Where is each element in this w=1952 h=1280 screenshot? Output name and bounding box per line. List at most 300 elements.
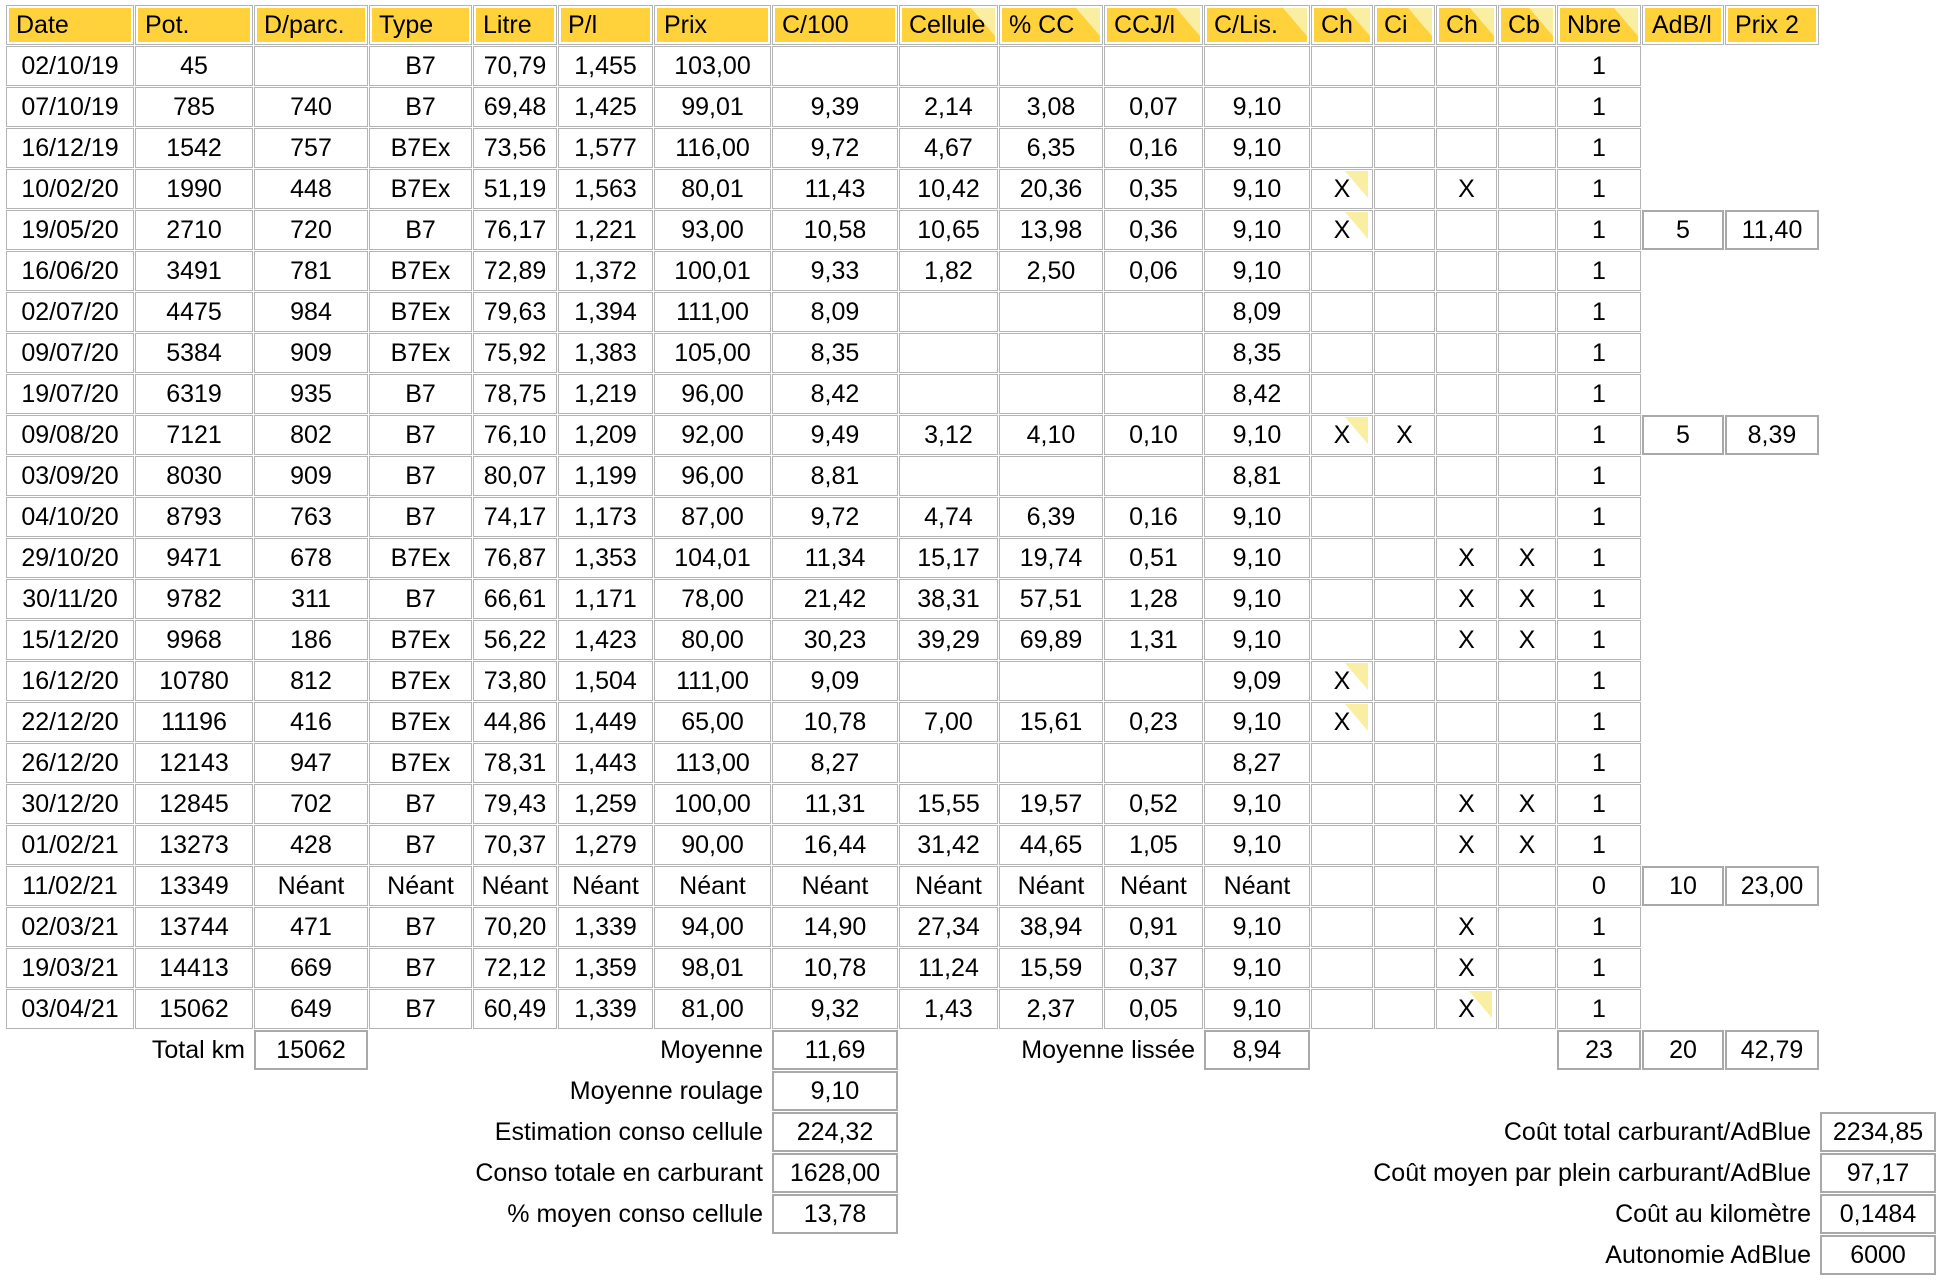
cell-value: 1 — [1592, 92, 1606, 121]
cell-value: 1 — [1592, 133, 1606, 162]
cell-value: 8,09 — [1232, 297, 1282, 326]
cell-ch1 — [1311, 620, 1373, 660]
cell-value: B7 — [405, 379, 436, 408]
cell-type — [369, 907, 472, 947]
cell-value: 8,35 — [1232, 338, 1282, 367]
cell-nbre — [1557, 866, 1641, 906]
cell-clis — [1204, 128, 1310, 168]
cell-ci — [1374, 251, 1435, 291]
cell-c100 — [772, 87, 898, 127]
cell-prix — [654, 46, 771, 86]
cell-value: 11,43 — [804, 174, 866, 203]
cell-value: 90,00 — [681, 830, 744, 859]
cell-ci — [1374, 948, 1435, 988]
cell-value: Néant — [915, 871, 982, 900]
cell-type — [369, 456, 472, 496]
cell-cellule — [899, 825, 998, 865]
cell-clis — [1204, 620, 1310, 660]
cell-clis — [1204, 210, 1310, 250]
truncation-triangle-icon — [1470, 8, 1494, 36]
cell-type — [369, 743, 472, 783]
cell-prix2 — [1725, 46, 1819, 86]
cell-value: 1,339 — [574, 994, 637, 1023]
cell-value: 0,05 — [1129, 994, 1178, 1023]
cell-adbl — [1642, 87, 1724, 127]
cell-extra — [1820, 620, 1936, 660]
column-header-dparc — [254, 5, 368, 45]
cell-nbre — [1557, 128, 1641, 168]
header-fill — [372, 8, 469, 42]
cell-value: 66,61 — [483, 584, 547, 613]
cell-date — [6, 743, 134, 783]
cell-pl — [558, 948, 653, 988]
cell-value: Néant — [1120, 871, 1187, 900]
cell-value: 56,22 — [483, 625, 547, 654]
cell-litre — [473, 989, 557, 1029]
cell-pcc — [999, 538, 1103, 578]
cell-prix2 — [1725, 374, 1819, 414]
cell-ci — [1374, 620, 1435, 660]
cell-cb — [1498, 456, 1556, 496]
cell-value: 909 — [290, 338, 332, 367]
cell-value: B7Ex — [390, 707, 451, 736]
cell-pot — [135, 538, 253, 578]
cell-value: 78,00 — [681, 584, 744, 613]
cell-value: 9,10 — [1232, 420, 1282, 449]
totals-row — [6, 1030, 1936, 1070]
column-header-ci — [1374, 5, 1435, 45]
cell-value: 1 — [1592, 215, 1606, 244]
cell-value: 44,65 — [1019, 830, 1083, 859]
cell-pl — [558, 456, 653, 496]
cell-value: 1,455 — [574, 51, 637, 80]
cell-ccjl — [1104, 948, 1203, 988]
cell-extra — [1820, 251, 1936, 291]
cell-date — [6, 292, 134, 332]
header-extra-spacer — [1820, 5, 1936, 45]
cell-cb — [1498, 907, 1556, 947]
cell-value: 1,339 — [574, 912, 637, 941]
cell-extra — [1820, 87, 1936, 127]
cout-kilometre-value: 0,1484 — [1820, 1194, 1936, 1234]
cell-litre — [473, 210, 557, 250]
cell-ch2 — [1436, 825, 1497, 865]
cell-value: 93,00 — [681, 215, 744, 244]
cell-value: 8,35 — [810, 338, 860, 367]
cell-ch1 — [1311, 456, 1373, 496]
cell-dparc — [254, 415, 368, 455]
header-fill — [9, 8, 131, 42]
cell-dparc — [254, 743, 368, 783]
cell-date — [6, 128, 134, 168]
cell-pcc — [999, 333, 1103, 373]
cell-clis — [1204, 456, 1310, 496]
cell-value: 1,43 — [924, 994, 973, 1023]
table-row — [6, 251, 1936, 291]
cell-pot — [135, 661, 253, 701]
cell-value: Néant — [1017, 871, 1085, 900]
cell-extra — [1820, 948, 1936, 988]
cell-date — [6, 251, 134, 291]
cell-litre — [473, 374, 557, 414]
cell-litre — [473, 46, 557, 86]
header-fill — [1501, 8, 1553, 42]
cell-value: X — [1458, 912, 1475, 941]
cell-ch1 — [1311, 907, 1373, 947]
header-fill — [1207, 8, 1307, 42]
cell-adbl — [1642, 128, 1724, 168]
cell-value: 1 — [1592, 420, 1606, 449]
cell-ch2 — [1436, 374, 1497, 414]
cell-value: 428 — [290, 830, 332, 859]
cell-value: 14413 — [159, 953, 229, 982]
cell-value: 09/08/20 — [21, 420, 119, 449]
cell-value: 9,10 — [1232, 215, 1282, 244]
cell-prix2 — [1725, 456, 1819, 496]
cell-pl — [558, 87, 653, 127]
cell-value: 111,00 — [676, 666, 749, 695]
cell-value: 1 — [1592, 297, 1606, 326]
cell-pot — [135, 620, 253, 660]
cell-c100 — [772, 333, 898, 373]
cell-prix — [654, 128, 771, 168]
cell-value: 678 — [290, 543, 332, 572]
header-fill — [1439, 8, 1494, 42]
cell-pcc — [999, 169, 1103, 209]
cell-pl — [558, 169, 653, 209]
cell-clis — [1204, 948, 1310, 988]
cell-value: 0,23 — [1129, 707, 1178, 736]
cell-date — [6, 456, 134, 496]
cell-cb — [1498, 948, 1556, 988]
cell-value: 7121 — [166, 420, 222, 449]
cell-value: 1 — [1592, 748, 1606, 777]
cell-type — [369, 46, 472, 86]
cell-value: 8,81 — [810, 461, 860, 490]
cell-cb — [1498, 251, 1556, 291]
cell-pot — [135, 825, 253, 865]
cell-value: X — [1518, 789, 1536, 818]
cell-prix2 — [1725, 333, 1819, 373]
summary-row — [6, 1071, 1936, 1111]
cell-c100 — [772, 46, 898, 86]
header-fill — [1314, 8, 1370, 42]
cell-c100 — [772, 620, 898, 660]
cell-value: 15,17 — [917, 543, 980, 572]
cell-cb — [1498, 333, 1556, 373]
cell-pcc — [999, 948, 1103, 988]
cell-value: 94,00 — [681, 912, 744, 941]
cell-extra — [1820, 456, 1936, 496]
cell-value: 9,32 — [810, 994, 860, 1023]
cell-nbre — [1557, 620, 1641, 660]
header-fill — [1560, 8, 1638, 42]
cell-cellule — [899, 620, 998, 660]
column-header-litre — [473, 5, 557, 45]
cell-extra — [1820, 743, 1936, 783]
cell-pl — [558, 415, 653, 455]
cell-pl — [558, 907, 653, 947]
cell-value: 100,00 — [674, 789, 751, 818]
cell-pl — [558, 702, 653, 742]
cell-value: 9,10 — [1232, 994, 1282, 1023]
cell-ch2 — [1436, 866, 1497, 906]
column-header-prix — [654, 5, 771, 45]
cell-ch2 — [1436, 702, 1497, 742]
cell-value: X — [1333, 707, 1351, 736]
cell-value: 07/10/19 — [21, 92, 119, 121]
column-header-pl — [558, 5, 653, 45]
cell-c100 — [772, 907, 898, 947]
cell-ccjl — [1104, 907, 1203, 947]
cell-value: 0,37 — [1129, 953, 1178, 982]
cell-ch2 — [1436, 620, 1497, 660]
cell-nbre — [1557, 497, 1641, 537]
cell-extra — [1820, 292, 1936, 332]
header-label: Type — [379, 10, 434, 39]
cell-value: B7 — [405, 51, 436, 80]
cell-dparc — [254, 948, 368, 988]
cell-ccjl — [1104, 989, 1203, 1029]
cell-ccjl — [1104, 538, 1203, 578]
cell-value: 30/11/20 — [22, 584, 118, 613]
cell-value: 104,01 — [674, 543, 751, 572]
cell-value: 0,91 — [1129, 912, 1178, 941]
cell-value: 9,10 — [1232, 953, 1282, 982]
column-header-clis — [1204, 5, 1310, 45]
cell-pl — [558, 497, 653, 537]
cell-cellule — [899, 456, 998, 496]
cell-value: 78,75 — [483, 379, 547, 408]
cell-value: 45 — [180, 51, 208, 80]
cell-clis — [1204, 743, 1310, 783]
cell-type — [369, 128, 472, 168]
cell-nbre — [1557, 46, 1641, 86]
cell-value: 11,40 — [1741, 215, 1803, 244]
cell-date — [6, 87, 134, 127]
cell-date — [6, 46, 134, 86]
truncation-triangle-icon — [1529, 8, 1553, 36]
cell-value: 76,87 — [483, 543, 547, 572]
summary-row — [6, 1112, 1936, 1152]
moyenne-roulage-label: Moyenne roulage — [569, 1076, 763, 1105]
cell-value: 13273 — [159, 830, 229, 859]
cell-pl — [558, 784, 653, 824]
cell-clis — [1204, 989, 1310, 1029]
cell-dparc — [254, 866, 368, 906]
summary-row — [6, 1194, 1936, 1234]
cell-c100 — [772, 292, 898, 332]
cell-pl — [558, 46, 653, 86]
cell-value: 73,80 — [483, 666, 547, 695]
cell-prix2 — [1725, 497, 1819, 537]
cell-value: 80,01 — [681, 174, 744, 203]
cell-adbl — [1642, 538, 1724, 578]
cell-date — [6, 784, 134, 824]
cell-value: 1 — [1592, 174, 1606, 203]
cell-extra — [1820, 702, 1936, 742]
cell-ch2 — [1436, 46, 1497, 86]
cell-value: 1,394 — [574, 297, 637, 326]
cell-value: 1 — [1592, 789, 1606, 818]
cell-clis — [1204, 374, 1310, 414]
cell-value: 4,10 — [1026, 420, 1076, 449]
cell-ch1 — [1311, 661, 1373, 701]
cell-dparc — [254, 497, 368, 537]
cell-prix — [654, 333, 771, 373]
column-header-cellule — [899, 5, 998, 45]
cell-value: 38,94 — [1019, 912, 1083, 941]
header-label: Litre — [483, 10, 532, 39]
adbl-total-value: 20 — [1642, 1030, 1724, 1070]
cell-pot — [135, 46, 253, 86]
cell-value: 9,10 — [1232, 543, 1282, 572]
cell-value: B7Ex — [390, 133, 451, 162]
cell-cellule — [899, 251, 998, 291]
cell-ch2 — [1436, 128, 1497, 168]
cell-ch2 — [1436, 456, 1497, 496]
header-label: Date — [16, 10, 69, 39]
cell-value: B7 — [405, 584, 436, 613]
cell-ch1 — [1311, 128, 1373, 168]
cell-value: 0,16 — [1129, 502, 1178, 531]
cell-prix — [654, 661, 771, 701]
cell-adbl — [1642, 169, 1724, 209]
cell-value: 3,12 — [924, 420, 973, 449]
cell-extra — [1820, 825, 1936, 865]
cell-ch1 — [1311, 210, 1373, 250]
cell-adbl — [1642, 579, 1724, 619]
cell-ch1 — [1311, 948, 1373, 988]
cell-pot — [135, 333, 253, 373]
cell-value: 6319 — [166, 379, 222, 408]
cell-value: 1 — [1592, 543, 1606, 572]
cell-ch2 — [1436, 743, 1497, 783]
cell-value: 1,171 — [574, 584, 637, 613]
cell-value: 1 — [1592, 502, 1606, 531]
cell-value: 11,31 — [804, 789, 866, 818]
cout-moyen-plein-label: Coût moyen par plein carburant/AdBlue — [1373, 1158, 1811, 1187]
cell-litre — [473, 128, 557, 168]
cell-value: 9,10 — [1232, 174, 1282, 203]
cell-c100 — [772, 456, 898, 496]
cell-ci — [1374, 46, 1435, 86]
cell-value: 92,00 — [681, 420, 744, 449]
cell-pcc — [999, 210, 1103, 250]
cell-c100 — [772, 128, 898, 168]
column-header-cb — [1498, 5, 1556, 45]
header-row — [6, 5, 1936, 45]
cell-value: 19/07/20 — [21, 379, 119, 408]
cell-value: B7 — [405, 215, 436, 244]
cell-pcc — [999, 415, 1103, 455]
table-row — [6, 866, 1936, 906]
cell-value: X — [1458, 953, 1475, 982]
cell-date — [6, 497, 134, 537]
cell-adbl — [1642, 456, 1724, 496]
cell-value: 763 — [290, 502, 332, 531]
cell-ch1 — [1311, 333, 1373, 373]
cell-value: 10,42 — [917, 174, 980, 203]
autonomie-adblue-value: 6000 — [1820, 1235, 1936, 1275]
cell-c100 — [772, 497, 898, 537]
cell-cellule — [899, 661, 998, 701]
cell-value: 87,00 — [681, 502, 744, 531]
cell-type — [369, 292, 472, 332]
cell-cellule — [899, 702, 998, 742]
cell-value: B7 — [405, 92, 436, 121]
cell-dparc — [254, 661, 368, 701]
truncation-triangle-icon — [971, 8, 995, 36]
cell-value: 11/02/21 — [22, 871, 118, 900]
cell-prix2 — [1725, 415, 1819, 455]
cell-ch1 — [1311, 825, 1373, 865]
cell-value: 1 — [1592, 584, 1606, 613]
cell-value: 13744 — [159, 912, 229, 941]
cell-value: 9,10 — [1232, 502, 1282, 531]
table-row — [6, 538, 1936, 578]
cell-litre — [473, 333, 557, 373]
cell-type — [369, 825, 472, 865]
cell-c100 — [772, 702, 898, 742]
cell-pot — [135, 374, 253, 414]
cell-date — [6, 620, 134, 660]
cell-value: X — [1458, 543, 1475, 572]
summary-row — [6, 1235, 1936, 1275]
cell-pot — [135, 292, 253, 332]
cell-ci — [1374, 825, 1435, 865]
cell-value: 14,90 — [803, 912, 867, 941]
cell-clis — [1204, 538, 1310, 578]
cell-c100 — [772, 784, 898, 824]
cell-date — [6, 866, 134, 906]
cell-ch2 — [1436, 579, 1497, 619]
estimation-conso-cellule-label: Estimation conso cellule — [494, 1117, 763, 1146]
cell-nbre — [1557, 743, 1641, 783]
cell-value: B7 — [405, 912, 436, 941]
cell-litre — [473, 825, 557, 865]
cell-value: 10,65 — [917, 215, 980, 244]
cell-date — [6, 374, 134, 414]
cell-cb — [1498, 825, 1556, 865]
cell-value: 781 — [290, 256, 332, 285]
cell-cellule — [899, 210, 998, 250]
cell-value: B7 — [405, 994, 436, 1023]
truncation-triangle-icon — [1346, 8, 1370, 36]
cell-nbre — [1557, 661, 1641, 701]
cell-value: X — [1458, 174, 1475, 203]
cell-value: 10,58 — [803, 215, 867, 244]
cell-value: 76,10 — [483, 420, 547, 449]
cell-value: 0,51 — [1129, 543, 1178, 572]
cell-ccjl — [1104, 579, 1203, 619]
cell-value: 11,24 — [918, 953, 979, 982]
cell-prix — [654, 579, 771, 619]
cell-prix — [654, 415, 771, 455]
cell-value: 20,36 — [1019, 174, 1083, 203]
cell-value: B7 — [405, 789, 436, 818]
cell-value: 1,221 — [574, 215, 637, 244]
cell-ci — [1374, 87, 1435, 127]
cell-c100 — [772, 251, 898, 291]
cell-pot — [135, 169, 253, 209]
cell-value: B7Ex — [390, 543, 451, 572]
cell-type — [369, 415, 472, 455]
cell-value: 02/03/21 — [21, 912, 119, 941]
cell-ch1 — [1311, 292, 1373, 332]
cell-cb — [1498, 292, 1556, 332]
cell-ch2 — [1436, 415, 1497, 455]
